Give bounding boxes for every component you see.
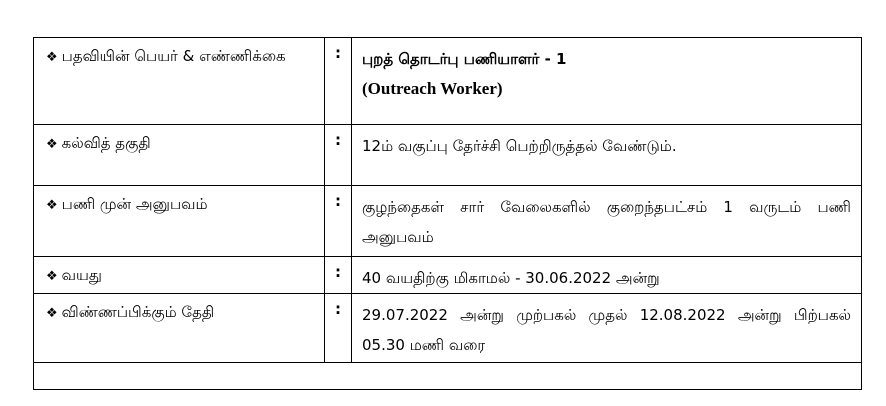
field-label: பதவியின் பெயர் & எண்ணிக்கை [61,47,286,65]
empty-cell [34,363,862,390]
job-details-table [33,37,862,390]
diamond-bullet-icon: ❖ [46,306,58,321]
post-name-english: (Outreach Worker) [362,79,503,98]
label-cell [34,257,325,294]
table-row-empty [34,363,862,390]
value-cell: 12ம் வகுப்பு தேர்ச்சி பெற்றிருத்தல் வேண்டும். [352,125,862,186]
table-row [34,38,862,125]
value-cell: குழந்தைகள் சார் வேலைகளில் குறைந்தபட்சம் 1 வருடம் பணி அனுபவம் [352,186,862,257]
colon-cell: : [325,38,352,125]
field-label: வயது [61,266,102,284]
diamond-bullet-icon: ❖ [46,137,58,152]
field-label: கல்வித் தகுதி [61,134,151,152]
diamond-bullet-icon: ❖ [46,198,58,213]
label-cell [34,186,325,257]
value-cell [352,38,862,125]
value-cell: 29.07.2022 அன்று முற்பகல் முதல் 12.08.2022 அன்று பிற்பகல் 05.30 மணி வரை [352,294,862,363]
label-cell [34,38,325,125]
table-row [34,125,862,186]
colon-cell: : [325,257,352,294]
colon-cell: : [325,125,352,186]
field-label: பணி முன் அனுபவம் [61,195,208,213]
diamond-bullet-icon: ❖ [46,50,58,65]
post-name: புறத் தொடர்பு பணியாளர் - 1 [362,50,567,68]
field-label: விண்ணப்பிக்கும் தேதி [61,303,215,321]
colon-cell: : [325,186,352,257]
table-row [34,294,862,363]
table-row [34,257,862,294]
label-cell [34,294,325,363]
colon-cell: : [325,294,352,363]
table-row [34,186,862,257]
value-cell: 40 வயதிற்கு மிகாமல் - 30.06.2022 அன்று [352,257,862,294]
diamond-bullet-icon: ❖ [46,269,58,284]
label-cell [34,125,325,186]
